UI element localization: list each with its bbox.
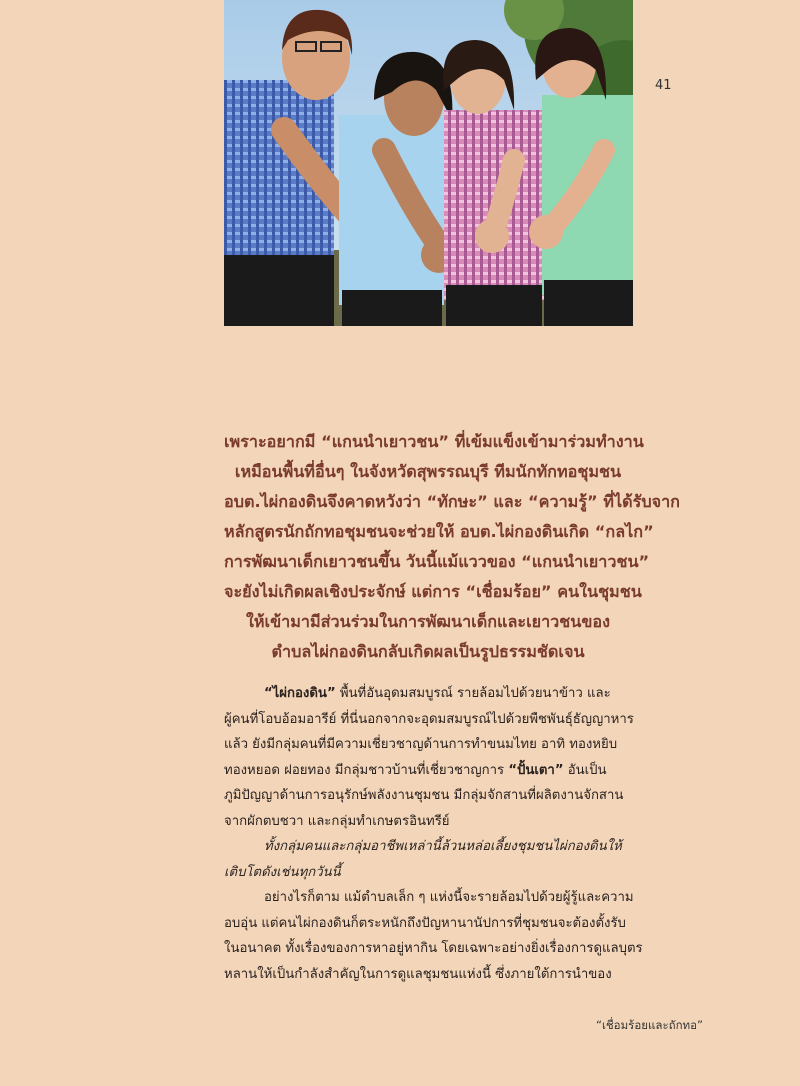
- photo-four-women-thumbs-up: [224, 0, 633, 326]
- paragraph-line: หลานให้เป็นกำลังสำคัญในการดูแลชุมชนแห่งนี้ ซึ่งภายใต้การนำของ: [224, 966, 612, 982]
- paragraph-line: อบอุ่น แต่คนไผ่กองดินก็ตระหนักถึงปัญหานานัปการที่ชุมชนจะต้องตั้งรับ: [224, 915, 626, 931]
- pull-quote-line: การพัฒนาเด็กเยาวชนขึ้น วันนี้แม้แววของ “แกนนำเยาวชน”: [224, 552, 650, 571]
- bold-term: “ปั้นเตา”: [508, 762, 564, 778]
- running-footer: “เชื่อมร้อยและถักทอ”: [595, 1018, 703, 1032]
- paragraph-line: อย่างไรก็ตาม แม้ตำบลเล็ก ๆ แห่งนี้จะรายล้อมไปด้วยผู้รู้และความ: [264, 890, 634, 905]
- paragraph-line: ภูมิปัญญาด้านการอนุรักษ์พลังงานชุมชน มีกลุ่มจักสานที่ผลิตงานจักสาน: [224, 788, 624, 803]
- paragraph-line: ผู้คนที่โอบอ้อมอารีย์ ที่นี่นอกจากจะอุดมสมบูรณ์ไปด้วยพืชพันธุ์ธัญญาหาร: [224, 711, 634, 727]
- pull-quote-line: เหมือนพื้นที่อื่นๆ ในจังหวัดสุพรรณบุรี ทีมนักทักทอชุมชน: [234, 462, 622, 481]
- paragraph-line: ในอนาคต ทั้งเรื่องของการหาอยู่หากิน โดยเฉพาะอย่างยิ่งเรื่องการดูแลบุตร: [224, 941, 643, 956]
- paragraph-line: ทองหยอด ฝอยทอง มีกลุ่มชาวบ้านที่เชี่ยวชาญการ “ปั้นเตา” อันเป็น: [224, 762, 607, 778]
- pull-quote-line: หลักสูตรนักถักทอชุมชนจะช่วยให้ อบต.ไผ่กองดินเกิด “กลไก”: [224, 522, 654, 541]
- pull-quote-line: ให้เข้ามามีส่วนร่วมในการพัฒนาเด็กและเยาวชนของ: [245, 612, 611, 631]
- paragraph-line: แล้ว ยังมีกลุ่มคนที่มีความเชี่ยวชาญด้านการทำขนมไทย อาทิ ทองหยิบ: [224, 737, 618, 752]
- italic-paragraph-line: เติบโตดังเช่นทุกวันนี้: [224, 864, 341, 880]
- paragraph-line: จากผักตบชวา และกลุ่มทำเกษตรอินทรีย์: [224, 813, 450, 829]
- pull-quote-line: จะยังไม่เกิดผลเชิงประจักษ์ แต่การ “เชื่อมร้อย” คนในชุมชน: [224, 582, 642, 601]
- pull-quote-line: ตำบลไผ่กองดินกลับเกิดผลเป็นรูปธรรมชัดเจน: [271, 642, 585, 661]
- pull-quote-line: อบต.ไผ่กองดินจึงคาดหวังว่า “ทักษะ” และ “ความรู้” ที่ได้รับจาก: [224, 492, 680, 511]
- body-text: [224, 681, 643, 987]
- page-number: 41: [655, 78, 672, 93]
- bold-term: “ไผ่กองดิน”: [264, 686, 336, 701]
- italic-paragraph-line: ทั้งกลุ่มคนและกลุ่มอาชีพเหล่านี้ล้วนหล่อเลี้ยงชุมชนไผ่กองดินให้: [264, 839, 622, 854]
- pull-quote: [224, 427, 680, 667]
- pull-quote-line: เพราะอยากมี “แกนนำเยาวชน” ที่เข้มแข็งเข้ามาร่วมทำงาน: [224, 432, 644, 451]
- paragraph-line: “ไผ่กองดิน” พื้นที่อันอุดมสมบูรณ์ รายล้อมไปด้วยนาข้าว และ: [264, 686, 611, 701]
